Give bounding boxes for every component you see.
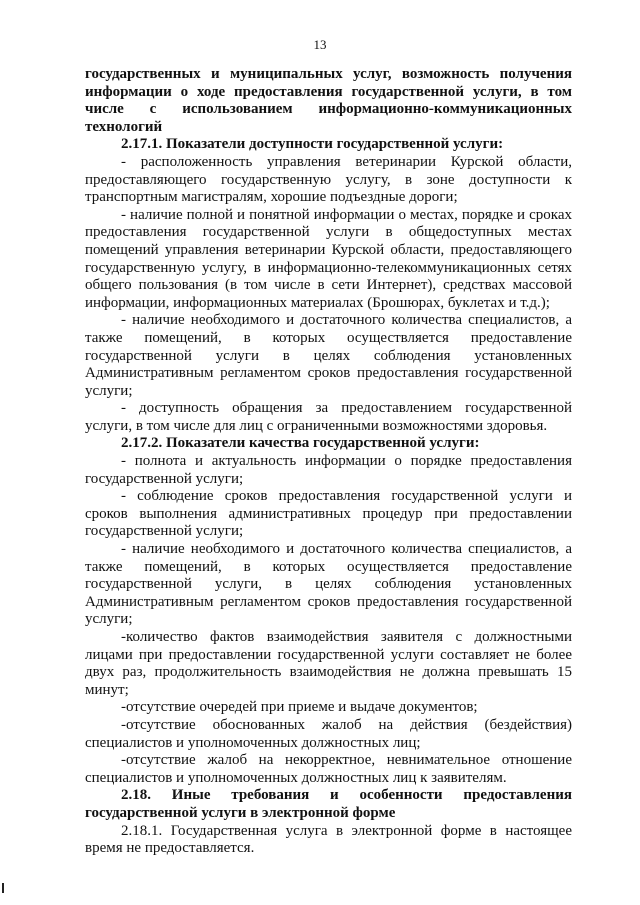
list-item: - наличие необходимого и достаточного количества специалистов, а также помещений, в которых осуществляется предоставление государственной услуги в целях соблюдения установленных Административным регламентом сроков предоставления государственной услуги; xyxy=(85,312,572,399)
list-item: - наличие полной и понятной информации о местах, порядке и сроках предоставления государственной услуги в общедоступных местах помещений управления ветеринарии Курской области, предоставляющего государственную услугу, в информационно-телекоммуникационных сетях общего пользования (в том числе в сети Интернет), средствах массовой информации, информационных материалах (Брошюрах, буклетах и т.д.); xyxy=(85,206,572,311)
list-item: - расположенность управления ветеринарии Курской области, предоставляющего государственную услугу, в зоне доступности к транспортным магистралям, хорошие подъездные дороги; xyxy=(85,153,572,206)
list-item: -отсутствие очередей при приеме и выдаче документов; xyxy=(121,699,478,716)
section-heading-2-18: 2.18. Иные требования и особенности предоставления государственной услуги в электронной форме xyxy=(85,787,572,821)
list-item: -отсутствие жалоб на некорректное, невнимательное отношение специалистов и уполномоченных должностных лиц к заявителям. xyxy=(85,752,572,786)
intro-paragraph: государственных и муниципальных услуг, возможность получения информации о ходе предоставления государственной услуги, в том числе с использованием информационно-коммуникационных технологий xyxy=(85,66,572,135)
section-text-2-18-1: 2.18.1. Государственная услуга в электронной форме в настоящее время не предоставляется. xyxy=(85,822,572,857)
list-item: - наличие необходимого и достаточного количества специалистов, а также помещений, в которых осуществляется предоставление государственной услуги, в целях соблюдения установленных Административным регламентом сроков предоставления государственной услуги; xyxy=(85,541,572,628)
list-item: -количество фактов взаимодействия заявителя с должностными лицами при предоставлении государственной услуги составляет не более двух раз, продолжительность взаимодействия не должна превышать 15 минут; xyxy=(85,629,572,698)
list-item: - доступность обращения за предоставлением государственной услуги, в том числе для лиц с ограниченными возможностями здоровья. xyxy=(85,400,572,434)
list-item: -отсутствие обоснованных жалоб на действия (бездействия) специалистов и уполномоченных должностных лиц; xyxy=(85,716,572,751)
list-item: - полнота и актуальность информации о порядке предоставления государственной услуги; xyxy=(85,453,572,487)
list-item: - соблюдение сроков предоставления государственной услуги и сроков выполнения административных процедур при предоставлении государственной услуги; xyxy=(85,488,572,540)
section-heading-2-17-2: 2.17.2. Показатели качества государственной услуги: xyxy=(121,435,480,452)
page-number: 13 xyxy=(313,37,327,52)
scan-mark xyxy=(2,883,4,893)
section-heading-2-17-1: 2.17.1. Показатели доступности государственной услуги: xyxy=(121,136,504,153)
document-body xyxy=(85,66,572,858)
